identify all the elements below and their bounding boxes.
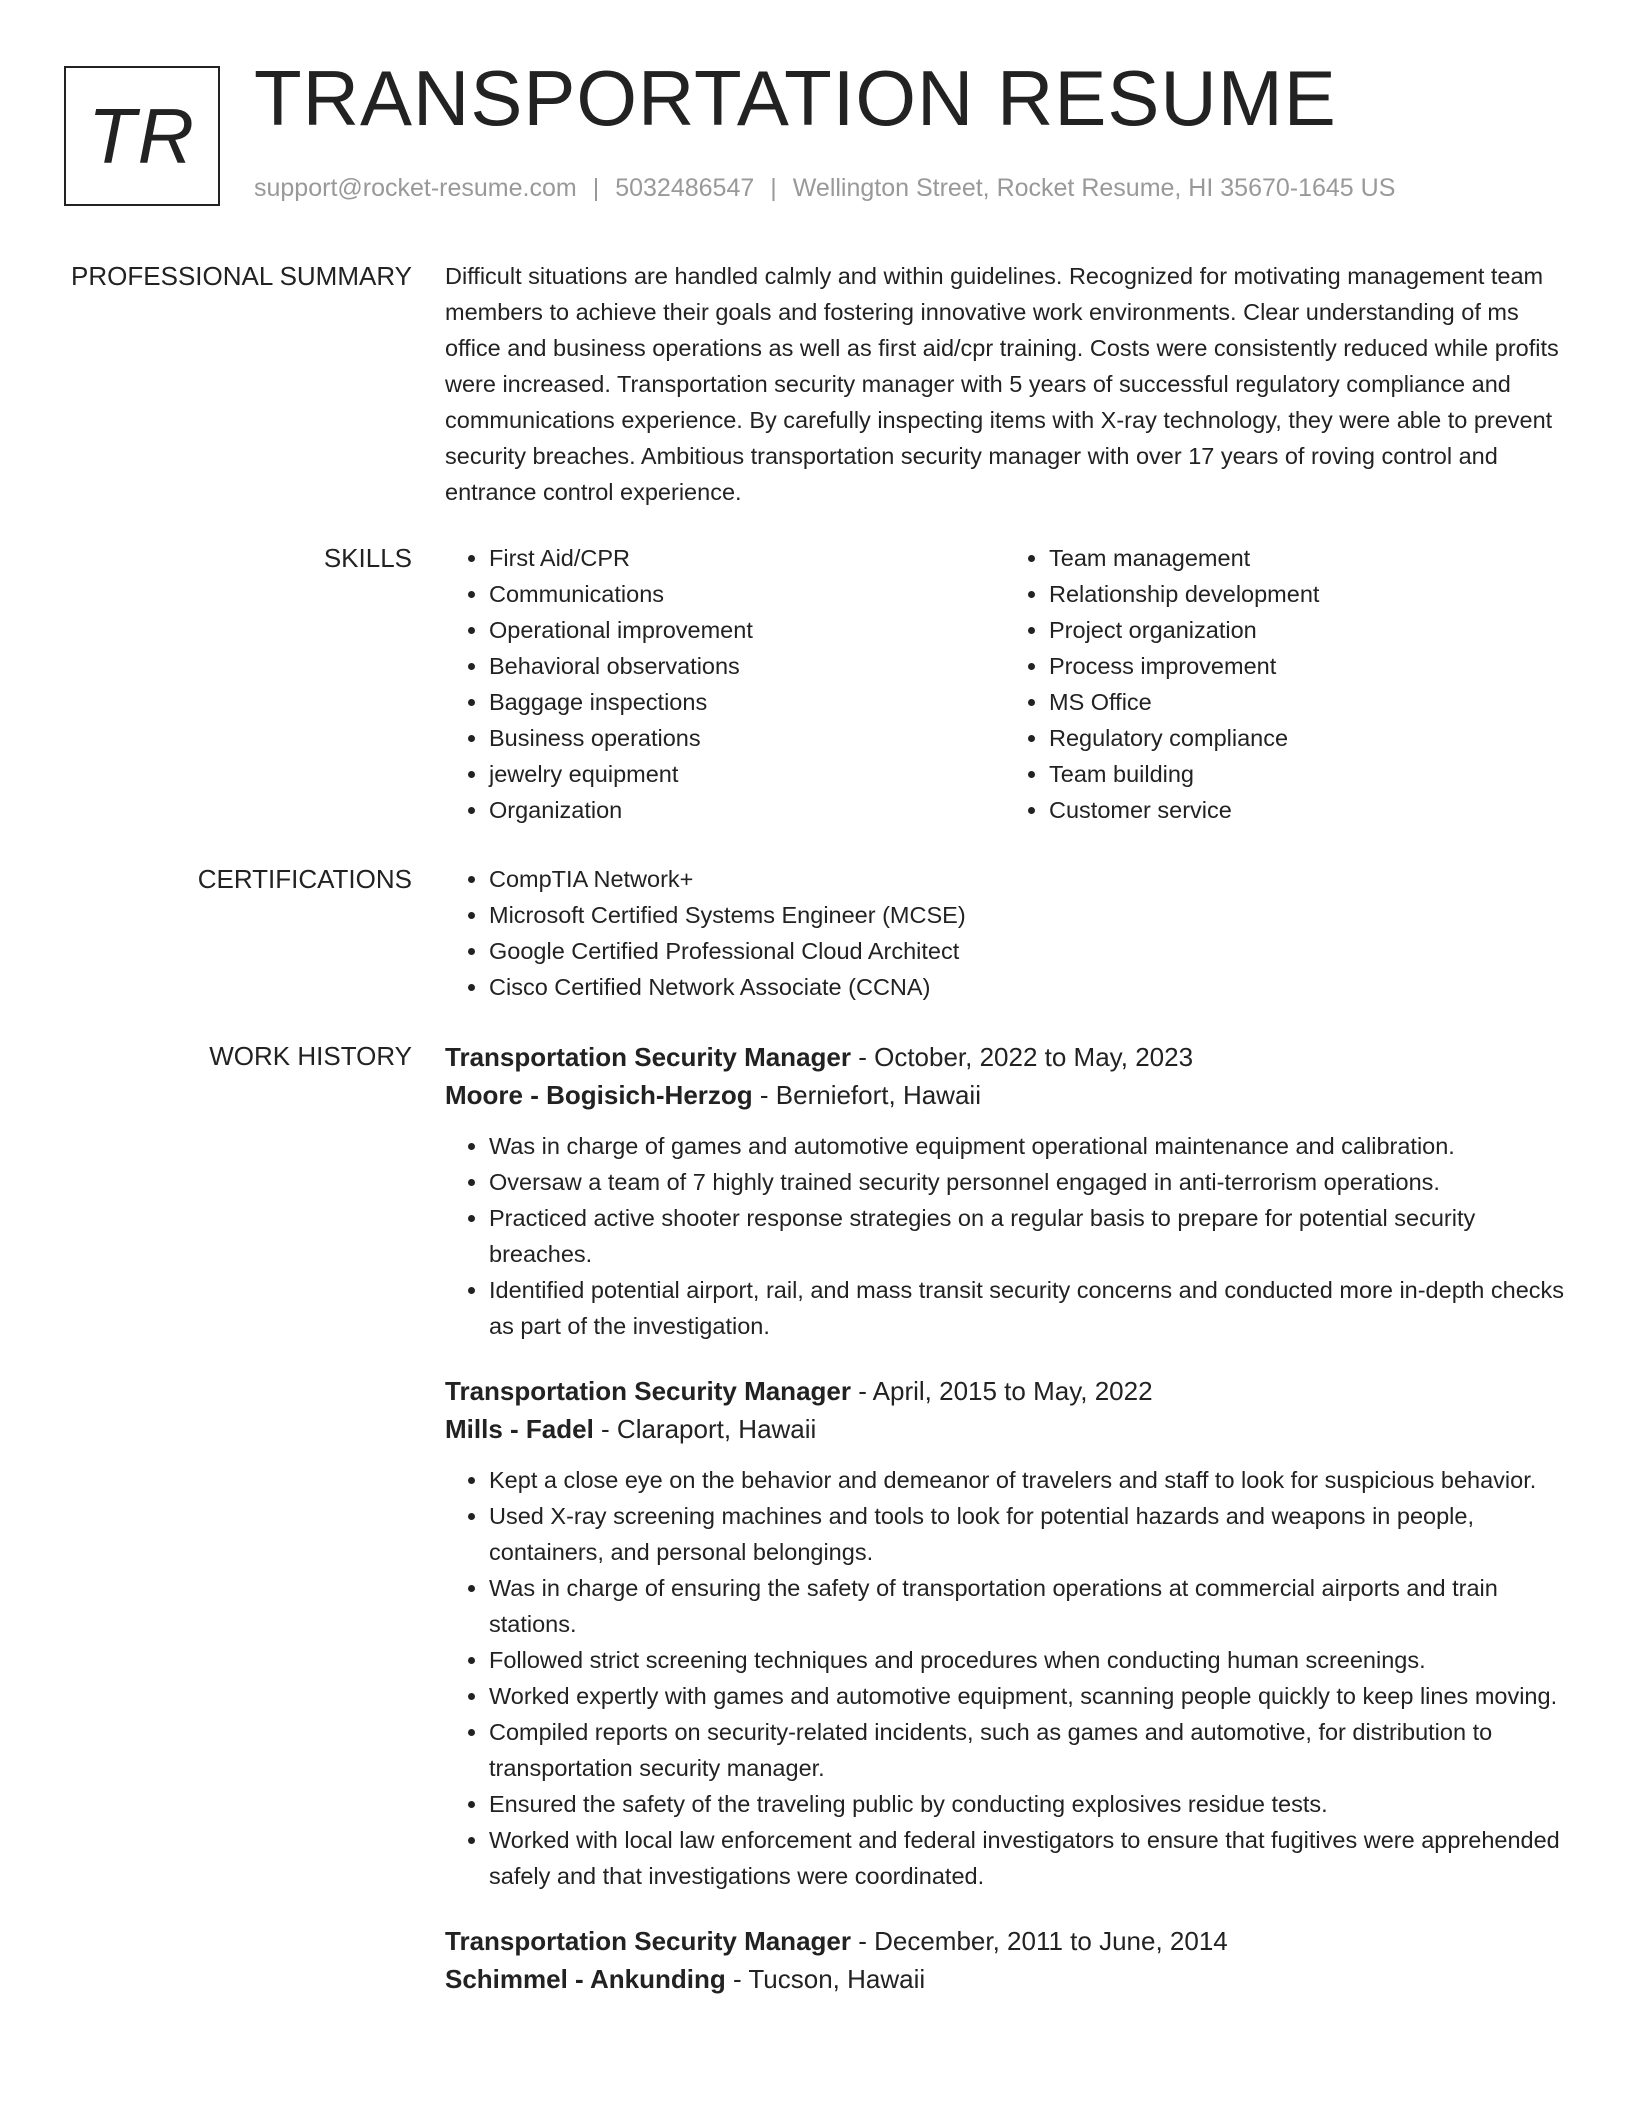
skill-item: • Relationship development bbox=[1049, 576, 1565, 612]
job-duty-item: • Used X-ray screening machines and tools to look for potential hazards and weapons in people, containers, and personal belongings. bbox=[489, 1498, 1565, 1570]
contact-address: Wellington Street, Rocket Resume, HI 35670-1645 US bbox=[792, 174, 1396, 202]
certification-item: • Cisco Certified Network Associate (CCNA) bbox=[489, 969, 1565, 1005]
job-company: Moore - Bogisich-Herzog bbox=[445, 1080, 753, 1110]
certifications-content bbox=[445, 861, 1565, 1005]
section-label-skills: SKILLS bbox=[323, 543, 412, 573]
job-title: Transportation Security Manager bbox=[445, 1042, 851, 1072]
skill-item: • MS Office bbox=[1049, 684, 1565, 720]
section-label-summary: PROFESSIONAL SUMMARY bbox=[71, 261, 412, 291]
skill-item: • Organization bbox=[489, 792, 1005, 828]
skill-item: • Customer service bbox=[1049, 792, 1565, 828]
skill-item: • Baggage inspections bbox=[489, 684, 1005, 720]
skill-item: • Operational improvement bbox=[489, 612, 1005, 648]
job-dates: - October, 2022 to May, 2023 bbox=[850, 1042, 1194, 1072]
skills-content bbox=[445, 540, 1565, 828]
resume-title: TRANSPORTATION RESUME bbox=[254, 54, 1337, 142]
contact-email[interactable]: support@rocket-resume.com bbox=[254, 174, 577, 202]
skill-item: • Regulatory compliance bbox=[1049, 720, 1565, 756]
contact-separator: | bbox=[770, 174, 777, 202]
certification-item: • CompTIA Network+ bbox=[489, 861, 1565, 897]
job-location: - Tucson, Hawaii bbox=[725, 1964, 926, 1994]
job-dates: - December, 2011 to June, 2014 bbox=[850, 1926, 1228, 1956]
skill-item: • Team building bbox=[1049, 756, 1565, 792]
job-location: - Claraport, Hawaii bbox=[593, 1414, 817, 1444]
summary-content bbox=[445, 258, 1565, 510]
job-duty-item: • Worked with local law enforcement and federal investigators to ensure that fugitives were apprehended safely and that investigations were coordinated. bbox=[489, 1822, 1565, 1894]
job-duty-item: • Followed strict screening techniques and procedures when conducting human screenings. bbox=[489, 1642, 1565, 1678]
skill-item: • First Aid/CPR bbox=[489, 540, 1005, 576]
job-duties-list bbox=[445, 1462, 1565, 1894]
job-duties-list bbox=[445, 1128, 1565, 1344]
contact-separator: | bbox=[592, 174, 600, 202]
job-title-line bbox=[445, 1922, 1565, 1960]
job-entry bbox=[445, 1372, 1565, 1894]
job-title: Transportation Security Manager bbox=[445, 1376, 851, 1406]
job-dates: - April, 2015 to May, 2022 bbox=[850, 1376, 1153, 1406]
contact-line bbox=[254, 174, 1395, 203]
certification-item: • Microsoft Certified Systems Engineer (MCSE) bbox=[489, 897, 1565, 933]
skill-item: • Process improvement bbox=[1049, 648, 1565, 684]
job-company: Mills - Fadel bbox=[445, 1414, 594, 1444]
job-company: Schimmel - Ankunding bbox=[445, 1964, 726, 1994]
certification-item: • Google Certified Professional Cloud Architect bbox=[489, 933, 1565, 969]
job-title-line bbox=[445, 1038, 1565, 1076]
job-duty-item: • Identified potential airport, rail, and mass transit security concerns and conducted more in-depth checks as part of the investigation. bbox=[489, 1272, 1565, 1344]
job-company-line bbox=[445, 1410, 1565, 1448]
section-label-certifications: CERTIFICATIONS bbox=[197, 864, 412, 894]
work-content bbox=[445, 1038, 1565, 1998]
section-label-work: WORK HISTORY bbox=[209, 1041, 412, 1071]
job-title: Transportation Security Manager bbox=[445, 1926, 851, 1956]
skills-list-right bbox=[1005, 540, 1565, 828]
skill-item: • jewelry equipment bbox=[489, 756, 1005, 792]
job-duty-item: • Ensured the safety of the traveling public by conducting explosives residue tests. bbox=[489, 1786, 1565, 1822]
skill-item: • Project organization bbox=[1049, 612, 1565, 648]
skill-item: • Communications bbox=[489, 576, 1005, 612]
skills-list-left bbox=[445, 540, 1005, 828]
job-duty-item: • Was in charge of games and automotive equipment operational maintenance and calibration. bbox=[489, 1128, 1565, 1164]
skill-item: • Team management bbox=[1049, 540, 1565, 576]
job-location: - Berniefort, Hawaii bbox=[752, 1080, 981, 1110]
job-duty-item: • Kept a close eye on the behavior and demeanor of travelers and staff to look for suspicious behavior. bbox=[489, 1462, 1565, 1498]
monogram-logo: TR bbox=[64, 66, 220, 206]
job-duty-item: • Oversaw a team of 7 highly trained security personnel engaged in anti-terrorism operations. bbox=[489, 1164, 1565, 1200]
summary-text: Difficult situations are handled calmly and within guidelines. Recognized for motivating management team members to achieve their goals and fostering innovative work environments. Clear understanding of ms office and business operations as well as first aid/cpr training. Costs were consistently reduced while profits were increased. Transportation security manager with 5 years of successful regulatory compliance and communications experience. By carefully inspecting items with X-ray technology, they were able to prevent security breaches. Ambitious transportation security manager with over 17 years of roving control and entrance control experience. bbox=[445, 263, 1559, 505]
skill-item: • Behavioral observations bbox=[489, 648, 1005, 684]
job-entry bbox=[445, 1922, 1565, 1998]
contact-phone[interactable]: 5032486547 bbox=[615, 174, 755, 202]
job-title-line bbox=[445, 1372, 1565, 1410]
job-duty-item: • Compiled reports on security-related incidents, such as games and automotive, for distribution to transportation security manager. bbox=[489, 1714, 1565, 1786]
job-company-line bbox=[445, 1076, 1565, 1114]
job-duty-item: • Worked expertly with games and automotive equipment, scanning people quickly to keep lines moving. bbox=[489, 1678, 1565, 1714]
job-duty-item: • Practiced active shooter response strategies on a regular basis to prepare for potential security breaches. bbox=[489, 1200, 1565, 1272]
certifications-list bbox=[445, 861, 1565, 1005]
job-duty-item: • Was in charge of ensuring the safety of transportation operations at commercial airports and train stations. bbox=[489, 1570, 1565, 1642]
skill-item: • Business operations bbox=[489, 720, 1005, 756]
job-company-line bbox=[445, 1960, 1565, 1998]
job-entry bbox=[445, 1038, 1565, 1344]
